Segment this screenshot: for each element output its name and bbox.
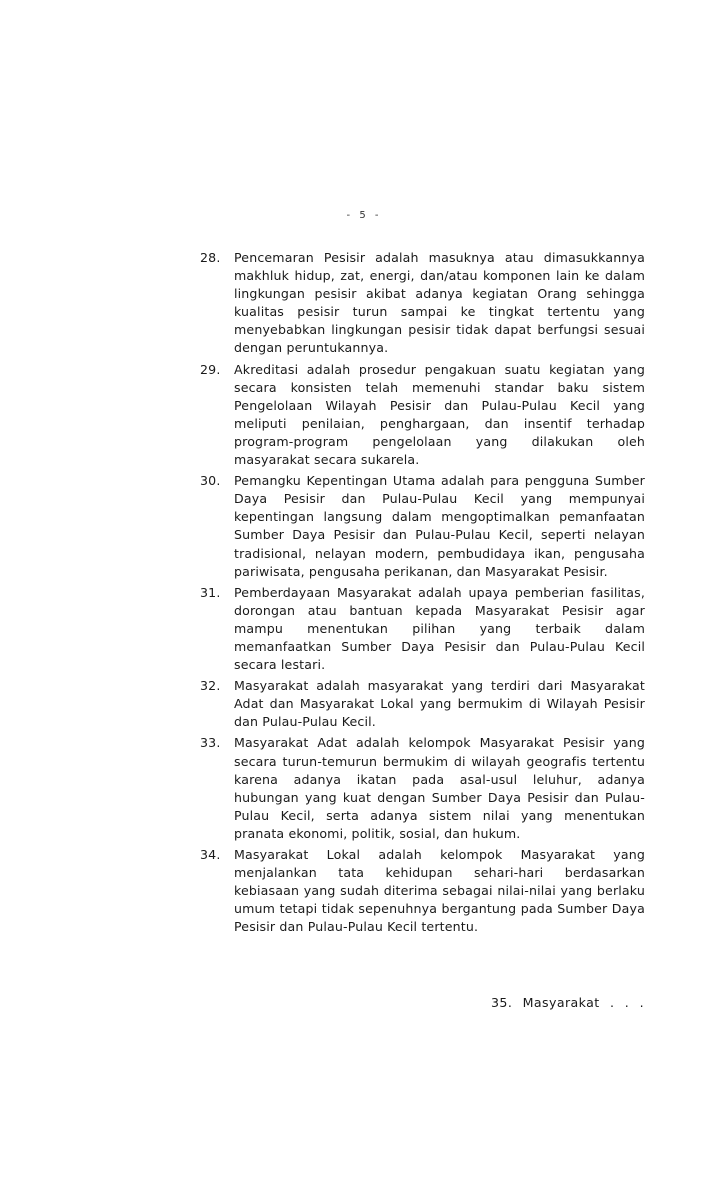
definition-item xyxy=(200,249,645,358)
definition-text: Pemberdayaan Masyarakat adalah upaya pemberian fasilitas, dorongan atau bantuan kepada Masyarakat Pesisir agar mampu menentukan pilihan yang terbaik dalam memanfaatkan Sumber Daya Pesisir dan Pulau-Pulau Kecil secara lestari. xyxy=(234,584,645,673)
definition-number: 30. xyxy=(200,473,221,489)
definition-text: Akreditasi adalah prosedur pengakuan suatu kegiatan yang secara konsisten telah memenuhi standar baku sistem Pengelolaan Wilayah Pesisir dan Pulau-Pulau Kecil yang meliputi penilaian, penghargaan, dan insentif terhadap program-program pengelolaan yang dilakukan oleh masyarakat secara sukarela. xyxy=(234,361,645,468)
definition-text: Masyarakat Adat adalah kelompok Masyarakat Pesisir yang secara turun-temurun bermukim di wilayah geografis tertentu karena adanya ikatan pada asal-usul leluhur, adanya hubungan yang kuat dengan Sumber Daya Pesisir dan Pulau-Pulau Kecil, serta adanya sistem nilai yang menentukan pranata ekonomi, politik, sosial, dan hukum. xyxy=(234,735,645,841)
definition-number: 32. xyxy=(200,678,221,694)
definition-text: Masyarakat Lokal adalah kelompok Masyarakat yang menjalankan tata kehidupan sehari-hari berdasarkan kebiasaan yang sudah diterima sebagai nilai-nilai yang berlaku umum tetapi tidak sepenuhnya bergantung pada Sumber Daya Pesisir dan Pulau-Pulau Kecil tertentu. xyxy=(234,847,645,935)
definition-item xyxy=(200,472,645,581)
definition-text: Masyarakat adalah masyarakat yang terdiri dari Masyarakat Adat dan Masyarakat Lokal yang bermukim di Wilayah Pesisir dan Pulau-Pulau Kecil. xyxy=(234,678,645,730)
definition-number: 29. xyxy=(200,361,221,377)
definition-number: 34. xyxy=(200,847,221,862)
definition-list xyxy=(200,249,645,939)
definition-item xyxy=(200,677,645,731)
definition-text: Pemangku Kepentingan Utama adalah para pengguna Sumber Daya Pesisir dan Pulau-Pulau Kecil yang mempunyai kepentingan langsung dalam mengoptimalkan pemanfaatan Sumber Daya Pesisir dan Pulau-Pulau Kecil, seperti nelayan tradisional, nelayan modern, pembudidaya ikan, pengusaha pariwisata, pengusaha perikanan, dan Masyarakat Pesisir. xyxy=(234,473,645,579)
catchword-next-page: 35. Masyarakat . . . xyxy=(491,995,644,1010)
definition-item xyxy=(200,734,645,843)
definition-number: 31. xyxy=(200,584,221,600)
definition-text: Pencemaran Pesisir adalah masuknya atau dimasukkannya makhluk hidup, zat, energi, dan/atau komponen lain ke dalam lingkungan pesisir akibat adanya kegiatan Orang sehingga kualitas pesisir turun sampai ke tingkat tertentu yang menyebabkan lingkungan pesisir tidak dapat berfungsi sesuai dengan peruntukannya. xyxy=(234,250,645,356)
definition-item xyxy=(200,584,645,674)
definition-item xyxy=(200,361,645,470)
definition-number: 28. xyxy=(200,250,221,265)
definition-item xyxy=(200,846,645,936)
definition-number: 33. xyxy=(200,735,221,751)
page-number: - 5 - xyxy=(346,210,382,221)
